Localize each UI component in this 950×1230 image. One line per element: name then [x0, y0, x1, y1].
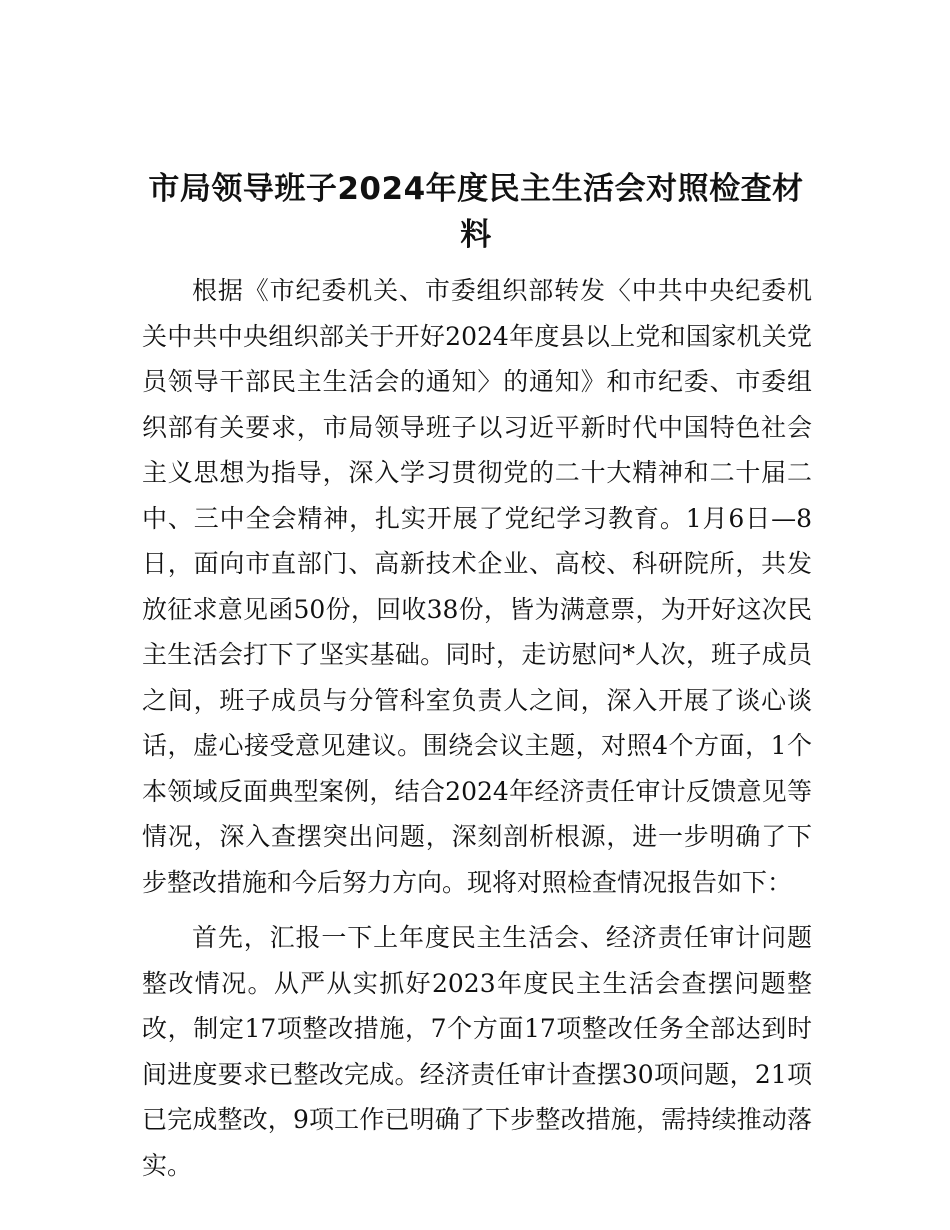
paragraph-intro: 根据《市纪委机关、市委组织部转发〈中共中央纪委机关中共中央组织部关于开好2024年度县以上党和国家机关党员领导干部民主生活会的通知〉的通知》和市纪委、市委组织部有关要求，市局领导班子以习近平新时代中国特色社会主义思想为指导，深入学习贯彻党的二十大精神和二十届二中、三中全会精神，扎实开展了党纪学习教育。1月6日—8日，面向市直部门、高新技术企业、高校、科研院所，共发放征求意见函50份，回收38份，皆为满意票，为开好这次民主生活会打下了坚实基础。同时，走访慰问*人次，班子成员之间，班子成员与分管科室负责人之间，深入开展了谈心谈话，虚心接受意见建议。围绕会议主题，对照4个方面，1个本领域反面典型案例，结合2024年经济责任审计反馈意见等情况，深入查摆突出问题，深刻剖析根源，进一步明确了下步整改措施和今后努力方向。现将对照检查情况报告如下： [142, 276, 812, 897]
document-body [142, 268, 812, 1188]
paragraph-rectification: 首先，汇报一下上年度民主生活会、经济责任审计问题整改情况。从严从实抓好2023年度民主生活会查摆问题整改，制定17项整改措施，7个方面17项整改任务全部达到时间进度要求已整改完成。经济责任审计查摆30项问题，21项已完成整改，9项工作已明确了下步整改措施，需持续推动落实。 [142, 923, 812, 1180]
document-title: 市局领导班子2024年度民主生活会对照检查材料 [148, 171, 804, 253]
